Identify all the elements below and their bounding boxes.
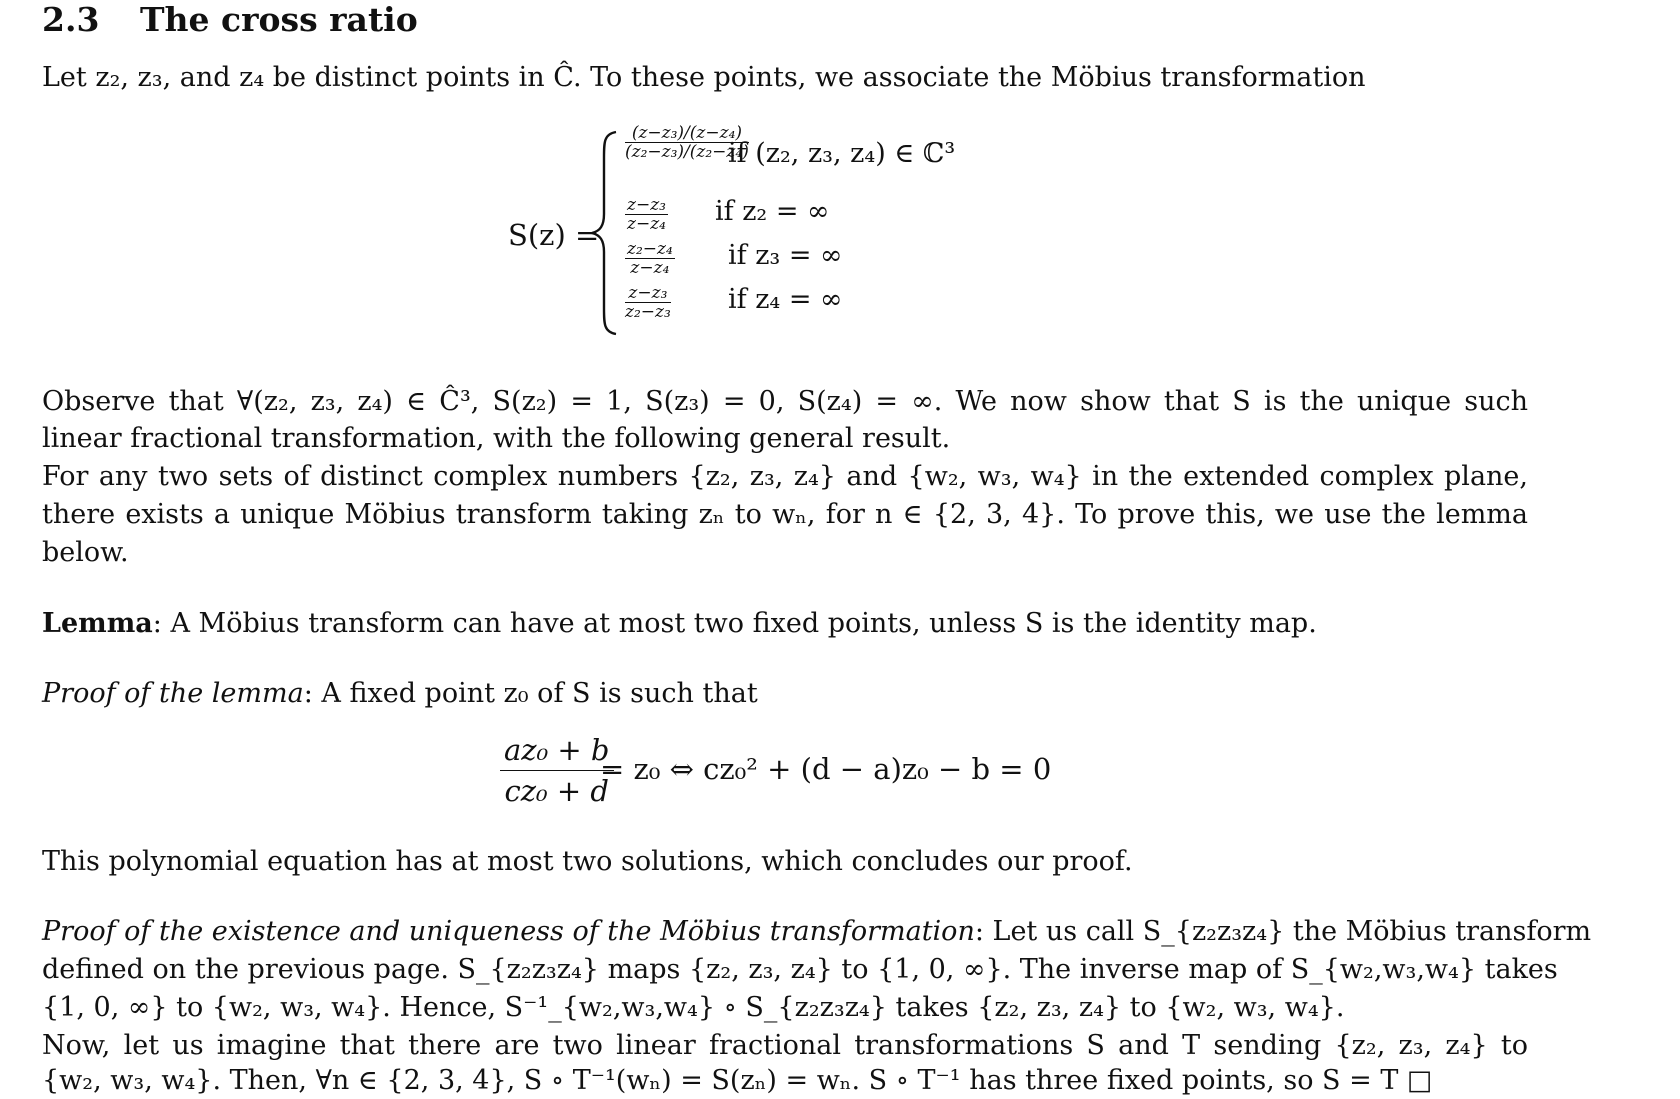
section-title: The cross ratio (140, 0, 418, 39)
observe-line-4: there exists a unique Möbius transform taking zₙ to wₙ, for n ∈ {2, 3, 4}. To prove this, we use the lemma (42, 499, 1528, 530)
section-heading (42, 2, 1542, 38)
existence-line-1 (42, 914, 1592, 950)
existence-line-5: {w₂, w₃, w₄}. Then, ∀n ∈ {2, 3, 4}, S ∘ T⁻¹(wₙ) = S(zₙ) = wₙ. S ∘ T⁻¹ has three fixed points, so S = T □ (42, 1065, 1433, 1096)
existence-line-4: Now, let us imagine that there are two linear fractional transformations S and T sending {z₂, z₃, z₄} to (42, 1030, 1528, 1061)
existence-line-2: defined on the previous page. S_{z₂z₃z₄} maps {z₂, z₃, z₄} to {1, 0, ∞}. The inverse map of S_{w₂,w₃,w₄} takes (42, 954, 1558, 985)
case-4-denominator: z₂−z₃ (625, 302, 671, 322)
equation-lhs: S(z) = (508, 218, 600, 252)
case-4-expression (625, 284, 671, 321)
lemma-text: : A Möbius transform can have at most two fixed points, unless S is the identity map. (152, 608, 1317, 639)
case-4-condition: if z₄ = ∞ (728, 284, 843, 315)
case-1-numerator: (z−z₃)/(z−z₄) (625, 124, 749, 143)
case-3-expression (625, 240, 675, 277)
observe-line-1: Observe that ∀(z₂, z₃, z₄) ∈ Ĉ³, S(z₂) = 1, S(z₃) = 0, S(z₄) = ∞. We now show that S is the unique such (42, 386, 1528, 417)
fixed-point-fraction (500, 730, 614, 811)
observe-line-2: linear fractional transformation, with the following general result. (42, 423, 951, 454)
case-2-numerator: z−z₃ (627, 195, 666, 215)
case-3-numerator: z₂−z₄ (627, 239, 673, 259)
lemma-label: Lemma (42, 608, 153, 639)
case-1-condition: if (z₂, z₃, z₄) ∈ ℂ³ (728, 138, 956, 169)
fixed-point-equation (490, 730, 1190, 820)
case-3-condition: if z₃ = ∞ (728, 240, 843, 271)
fixed-point-denominator: cz₀ + d (504, 774, 609, 808)
section-number: 2.3 (42, 0, 100, 39)
case-1-denominator: (z₂−z₃)/(z₂−z₄) (625, 142, 749, 162)
cases-equation (500, 122, 1060, 352)
case-3-denominator: z−z₄ (630, 258, 670, 278)
observe-line-5: below. (42, 537, 129, 568)
lemma-paragraph (42, 606, 1542, 642)
case-2-condition: if z₂ = ∞ (715, 196, 830, 227)
fixed-point-numerator: az₀ + b (500, 730, 614, 771)
case-4-numerator: z−z₃ (625, 284, 671, 303)
observe-line-3: For any two sets of distinct complex numbers {z₂, z₃, z₄} and {w₂, w₃, w₄} in the extended complex plane, (42, 461, 1528, 492)
case-2-denominator: z−z₄ (627, 214, 666, 234)
conclusion-paragraph: This polynomial equation has at most two solutions, which concludes our proof. (42, 846, 1133, 877)
case-2-expression (625, 196, 668, 233)
left-brace-icon (590, 130, 620, 336)
existence-label: Proof of the existence and uniqueness of the Möbius transformation (42, 916, 975, 947)
fixed-point-rhs: = z₀ ⇔ cz₀² + (d − a)z₀ − b = 0 (600, 752, 1052, 786)
proof-lemma-label: Proof of the lemma (42, 678, 304, 709)
existence-line-1-rest: : Let us call S_{z₂z₃z₄} the Möbius transform (974, 916, 1592, 947)
proof-lemma-text: : A fixed point z₀ of S is such that (303, 678, 758, 709)
existence-line-3: {1, 0, ∞} to {w₂, w₃, w₄}. Hence, S⁻¹_{w₂,w₃,w₄} ∘ S_{z₂z₃z₄} takes {z₂, z₃, z₄} to {w₂, w₃, w₄}. (42, 992, 1345, 1023)
proof-lemma-paragraph (42, 676, 1542, 712)
intro-paragraph: Let z₂, z₃, and z₄ be distinct points in Ĉ. To these points, we associate the Möbius transformation (42, 62, 1366, 93)
